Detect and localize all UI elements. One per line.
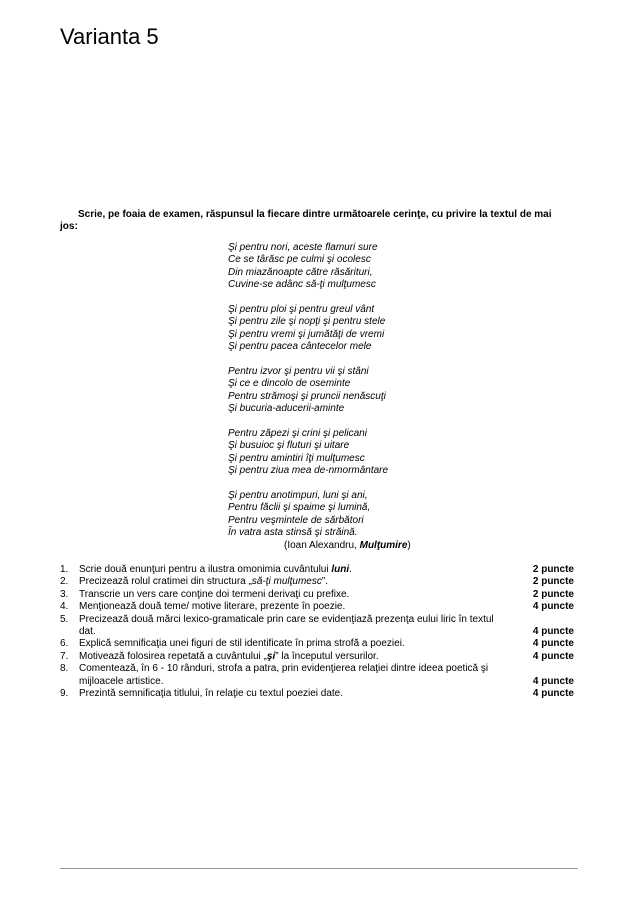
instruction-text	[60, 209, 572, 233]
poem-line: Şi pentru anotimpuri, luni şi ani,	[228, 490, 368, 502]
poem-line: Şi bucuria-aducerii-aminte	[228, 403, 345, 415]
poem-line: Şi pentru zile şi nopţi şi pentru stele	[228, 316, 386, 328]
question-number: 4.	[60, 601, 69, 613]
question-text: Scrie două enunţuri pentru a ilustra omonimia cuvântului	[79, 564, 332, 575]
question-text: Motivează folosirea repetată a cuvântului „	[79, 650, 267, 662]
question-item	[60, 564, 574, 576]
question-points: 4 puncte	[532, 675, 574, 687]
poem	[228, 242, 388, 540]
poem-line: Şi ce e dincolo de oseminte	[228, 378, 351, 390]
question-item	[60, 663, 574, 688]
question-points: 4 puncte	[532, 626, 574, 638]
question-points: 2 puncte	[532, 588, 574, 600]
poem-line: Şi pentru nori, aceste flamuri sure	[228, 242, 378, 253]
question-number: 3.	[60, 588, 69, 600]
question-points: 4 puncte	[532, 601, 574, 613]
question-list	[60, 564, 574, 700]
question-text: Explică semnificaţia unei figuri de stil identificate în prima strofă a poeziei.	[79, 638, 405, 650]
question-text: Precizează două mărci lexico-gramaticale prin care se evidenţiază prezenţa eului liric în textul dat.	[79, 613, 494, 638]
question-number: 1.	[60, 564, 69, 575]
poem-line: Pentru veşmintele de sărbători	[228, 514, 364, 526]
poem-line: Şi busuioc şi fluturi şi uitare	[228, 440, 350, 452]
instruction-label: Scrie, pe foaia de examen, răspunsul la fiecare dintre următoarele cerinţe, cu privire la textul de mai jos:	[60, 209, 552, 232]
question-item	[60, 688, 574, 700]
poem-line: Cuvine-se adânc să-ţi mulţumesc	[228, 279, 376, 291]
question-number: 2.	[60, 576, 69, 588]
question-number: 8.	[60, 663, 69, 675]
question-item	[60, 601, 574, 613]
question-text: Prezintă semnificaţia titlului, în relaţie cu textul poeziei date.	[79, 688, 344, 700]
question-text: Precizează rolul cratimei din structura „	[79, 576, 252, 588]
page-title: Varianta 5	[60, 24, 159, 49]
question-text: ” la începutul versurilor.	[275, 650, 379, 662]
question-text: Comentează, în 6 - 10 rânduri, strofa a patra, prin evidenţierea relaţiei dintre ideea poetică şi mijloacele artistice.	[79, 663, 489, 687]
poem-line: Pentru izvor şi pentru vii şi stâni	[228, 366, 369, 378]
question-points: 4 puncte	[532, 638, 574, 650]
poem-attribution	[284, 540, 411, 551]
question-item	[60, 651, 574, 663]
question-text: şi	[266, 650, 276, 662]
question-points: 2 puncte	[532, 576, 574, 588]
question-number: 5.	[60, 613, 69, 625]
poem-line: Pentru zăpezi şi crini şi pelicani	[228, 428, 367, 440]
poem-stanza	[228, 304, 388, 354]
poem-line: Pentru făclii şi spaime şi lumină,	[228, 502, 371, 514]
poem-line: Şi pentru pacea cântecelor mele	[228, 341, 372, 353]
question-item	[60, 614, 574, 639]
question-number: 9.	[60, 688, 69, 700]
question-text: luni	[331, 564, 350, 575]
question-item	[60, 589, 574, 601]
poem-stanza	[228, 242, 388, 292]
poem-line: Din miazănoapte către răsărituri,	[228, 266, 373, 278]
question-text: Transcrie un vers care conţine doi termeni derivaţi cu prefixe.	[79, 588, 350, 600]
poem-line: Ce se târăsc pe culmi şi ocolesc	[228, 254, 371, 266]
poem-stanza	[228, 428, 388, 478]
question-number: 6.	[60, 638, 69, 650]
footer-divider	[60, 868, 578, 869]
question-text: Menţionează două teme/ motive literare, prezente în poezie.	[79, 601, 346, 613]
question-points: 4 puncte	[532, 650, 574, 662]
poem-stanza	[228, 490, 388, 540]
poem-line: Şi pentru ziua mea de-nmormântare	[228, 465, 389, 477]
question-points: 2 puncte	[532, 564, 574, 575]
question-item	[60, 576, 574, 588]
poem-line: Şi pentru amintiri îţi mulţumesc	[228, 452, 365, 464]
attribution-author: (Ioan Alexandru,	[284, 540, 360, 551]
question-text: .	[349, 564, 352, 575]
question-number: 7.	[60, 650, 69, 662]
poem-stanza	[228, 366, 388, 416]
poem-line: În vatra asta stinsă şi străină.	[228, 527, 358, 539]
poem-line: Şi pentru ploi şi pentru greul vânt	[228, 304, 375, 316]
question-item	[60, 638, 574, 650]
question-text: ”.	[321, 576, 328, 588]
poem-line: Şi pentru vremi şi jumătăţi de vremi	[228, 328, 385, 340]
attribution-work-title: Mulţumire	[359, 540, 408, 551]
question-points: 4 puncte	[532, 688, 574, 700]
attribution-close: )	[407, 540, 411, 551]
question-text: să-ţi mulţumesc	[251, 576, 322, 588]
poem-line: Pentru strămoşi şi pruncii nenăscuţi	[228, 390, 386, 402]
